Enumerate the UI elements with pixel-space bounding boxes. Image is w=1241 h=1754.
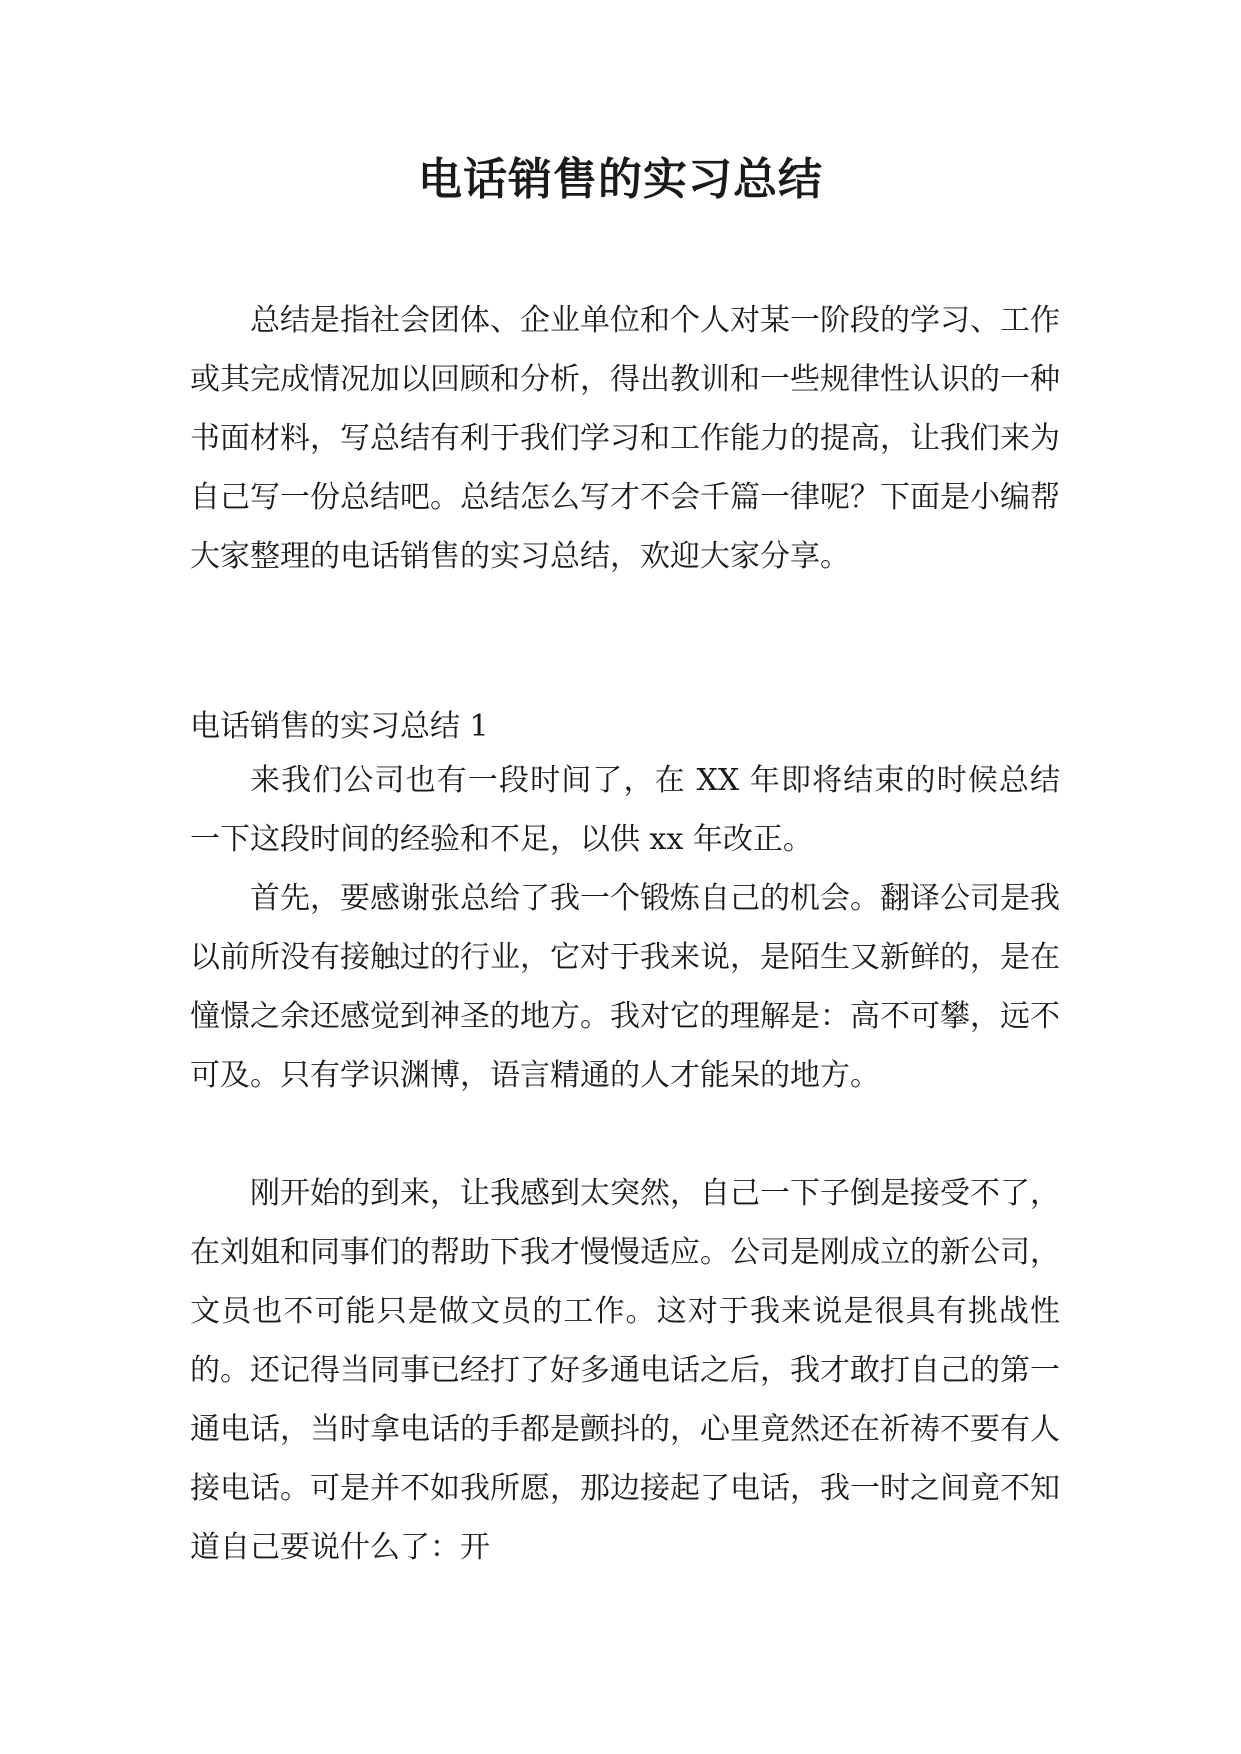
document-title: 电话销售的实习总结 bbox=[418, 154, 823, 205]
section-heading: 电话销售的实习总结 1 bbox=[190, 709, 489, 744]
intro-paragraph: 总结是指社会团体、企业单位和个人对某一阶段的学习、工作或其完成情况加以回顾和分析，得出教训和一些规律性认识的一种书面材料，写总结有利于我们学习和工作能力的提高，让我们来为自己写一份总结吧。总结怎么写才不会千篇一律呢？下面是小编帮大家整理的电话销售的实习总结，欢迎大家分享。 bbox=[190, 303, 1060, 574]
body-paragraph-2: 首先，要感谢张总给了我一个锻炼自己的机会。翻译公司是我以前所没有接触过的行业，它对于我来说，是陌生又新鲜的，是在憧憬之余还感觉到神圣的地方。我对它的理解是：高不可攀，远不可及。只有学识渊博，语言精通的人才能呆的地方。 bbox=[190, 881, 1060, 1093]
body-paragraph-3: 刚开始的到来，让我感到太突然，自己一下子倒是接受不了，在刘姐和同事们的帮助下我才慢慢适应。公司是刚成立的新公司，文员也不可能只是做文员的工作。这对于我来说是很具有挑战性的。还记得当同事已经打了好多通电话之后，我才敢打自己的第一通电话，当时拿电话的手都是颤抖的，心里竟然还在祈祷不要有人接电话。可是并不如我所愿，那边接起了电话，我一时之间竟不知道自己要说什么了：开 bbox=[190, 1176, 1060, 1565]
body-paragraph-1: 来我们公司也有一段时间了，在 XX 年即将结束的时候总结一下这段时间的经验和不足，以供 xx 年改正。 bbox=[190, 763, 1060, 857]
